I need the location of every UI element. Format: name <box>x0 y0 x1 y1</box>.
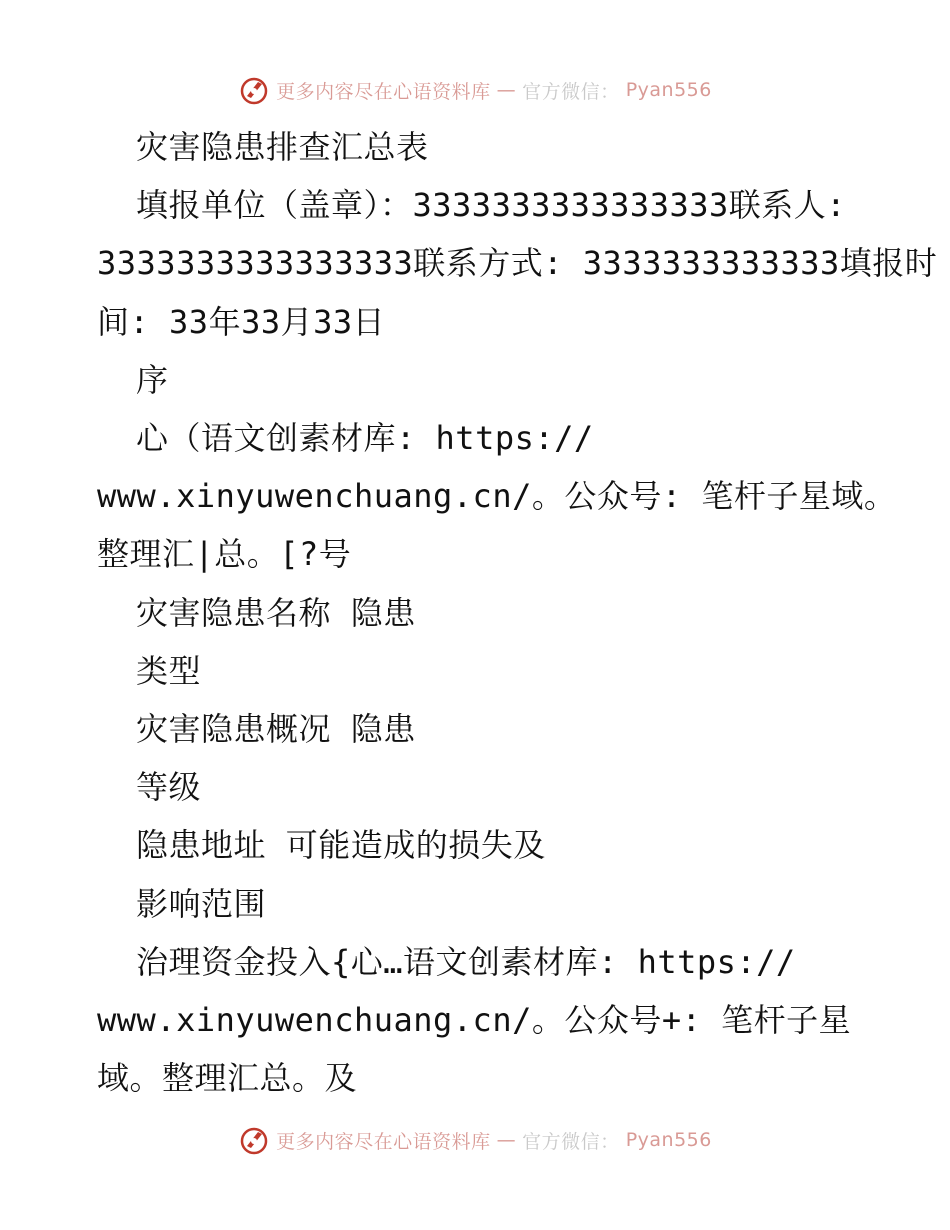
watermark-dash: — <box>496 79 517 101</box>
doc-line: 灾害隐患概况 隐患 <box>136 710 416 749</box>
doc-line: 间: 33年33月33日 <box>97 302 386 341</box>
doc-line: 等级 <box>136 768 202 807</box>
header-watermark <box>0 70 950 110</box>
doc-line: www.xinyuwenchuang.cn/。公众号: 笔杆子星域。 <box>97 477 897 516</box>
quill-seal-icon <box>238 1124 270 1156</box>
doc-line: 填报单位（盖章）：3333333333333333联系人: <box>136 186 847 225</box>
watermark-handle: Pyan556 <box>625 1129 712 1151</box>
doc-line: 影响范围 <box>136 884 267 923</box>
doc-line: 灾害隐患名称 隐患 <box>136 593 416 632</box>
doc-line: www.xinyuwenchuang.cn/。公众号+: 笔杆子星 <box>97 1001 852 1040</box>
doc-line: 治理资金投入{心…语文创素材库: https:// <box>136 942 796 981</box>
doc-line: 序 <box>136 360 169 399</box>
doc-line: 3333333333333333联系方式: 3333333333333填报时 <box>97 244 938 283</box>
doc-line: 域。整理汇总。及 <box>97 1059 358 1098</box>
doc-title: 灾害隐患排查汇总表 <box>136 128 429 166</box>
quill-seal-icon <box>238 74 270 106</box>
watermark-label: 官方微信： <box>522 1130 620 1153</box>
footer-watermark <box>0 1120 950 1160</box>
watermark-text: 更多内容尽在心语资料库 <box>276 1130 491 1153</box>
doc-line: 整理汇|总。[?号 <box>97 535 352 574</box>
watermark-label: 官方微信： <box>522 80 620 103</box>
watermark-handle: Pyan556 <box>625 79 712 101</box>
document-body <box>97 118 938 1107</box>
watermark-text: 更多内容尽在心语资料库 <box>276 80 491 103</box>
doc-line: 心（语文创素材库: https:// <box>136 419 594 458</box>
doc-line: 隐患地址 可能造成的损失及 <box>136 826 546 865</box>
doc-line: 类型 <box>136 651 202 690</box>
watermark-dash: — <box>496 1129 517 1151</box>
